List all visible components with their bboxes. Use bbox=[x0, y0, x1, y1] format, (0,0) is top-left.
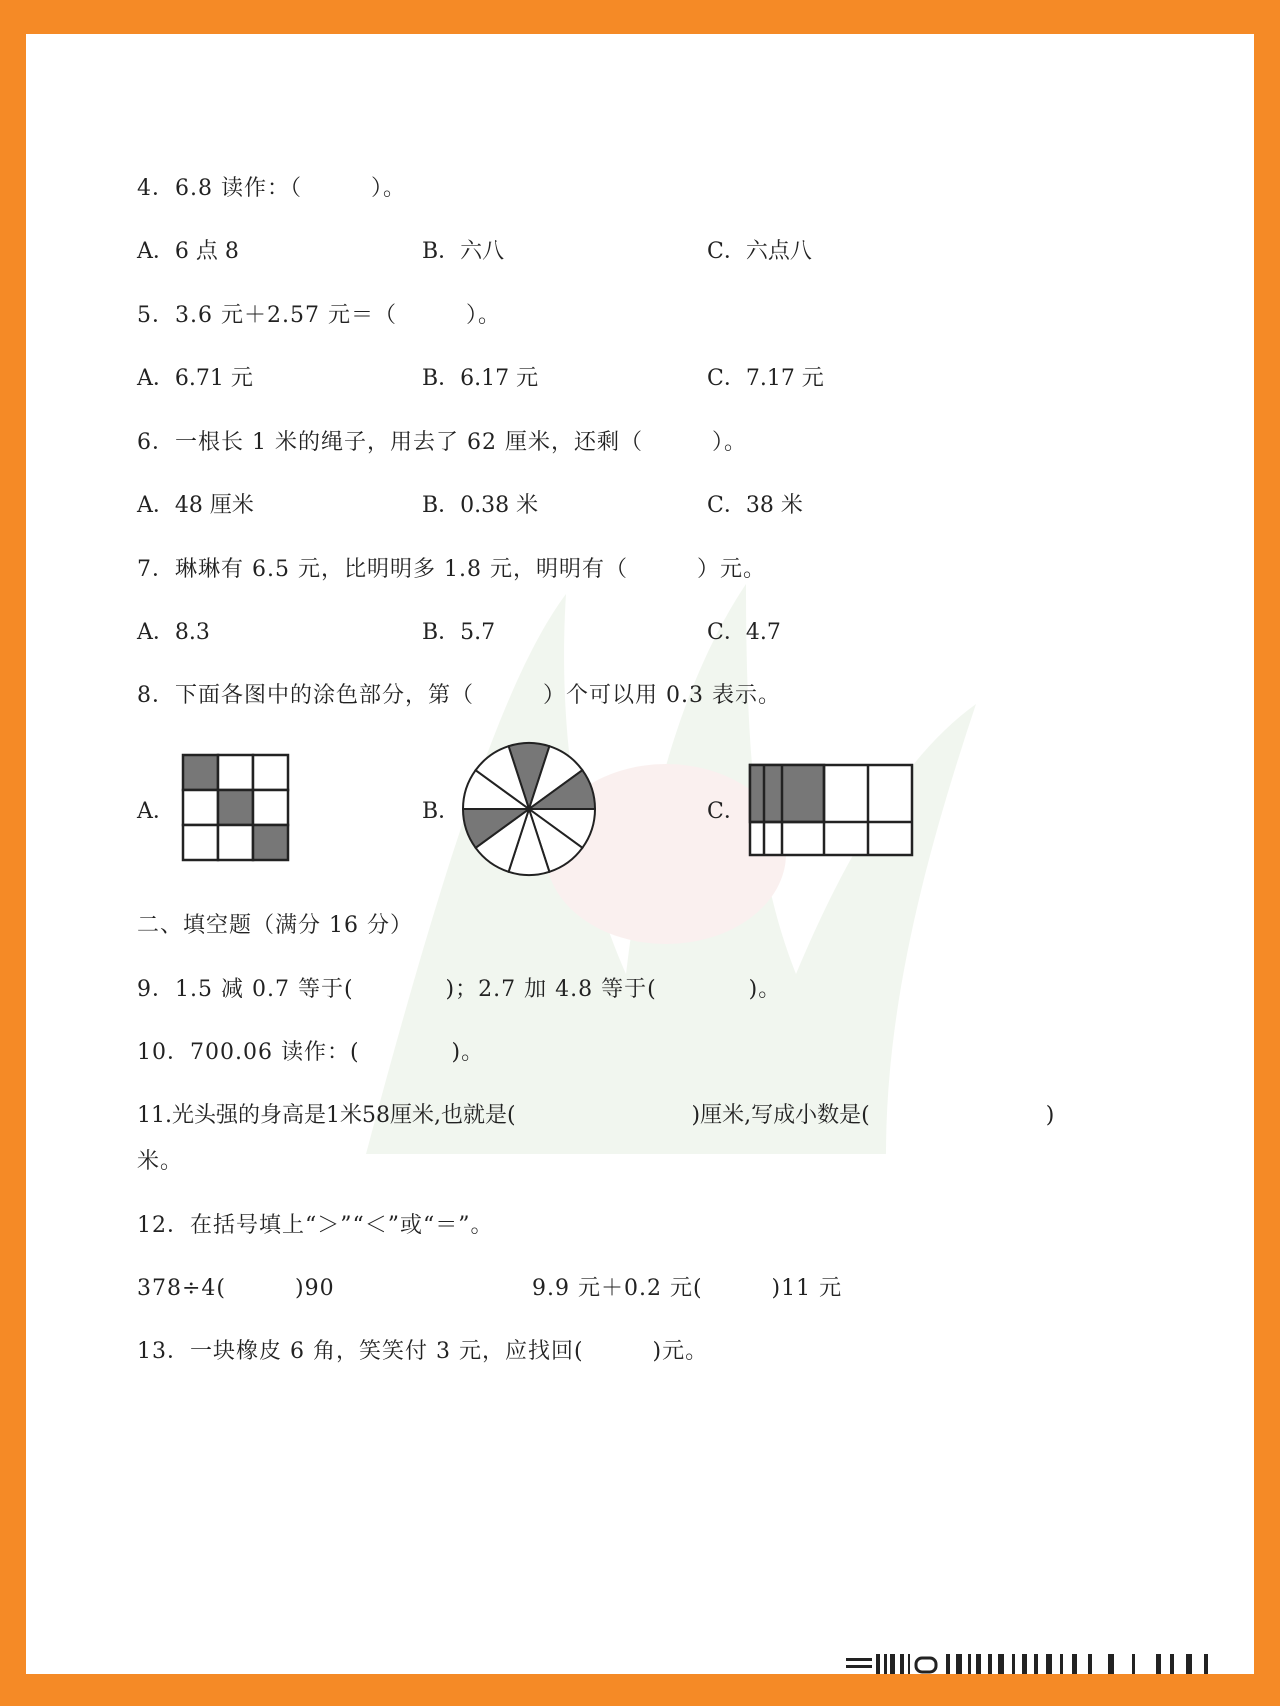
question-6: 6．一根长 1 米的绳子，用去了 62 厘米，还剩（ ）。 bbox=[137, 430, 747, 455]
grid-cell-3-2 bbox=[218, 825, 253, 860]
question-5: 5．3.6 元＋2.57 元＝（ ）。 bbox=[137, 303, 501, 328]
rect-shaded-part bbox=[750, 765, 824, 822]
question-11-line-1: 11.光头强的身高是1米58厘米,也就是( )厘米,写成小数是( ) bbox=[137, 1103, 1055, 1128]
grid-cell-1-1 bbox=[183, 755, 218, 790]
question-7: 7．琳琳有 6.5 元，比明明多 1.8 元，明明有（ ）元。 bbox=[137, 557, 766, 582]
q6-option-c[interactable]: C．38 米 bbox=[707, 493, 803, 518]
figure-a-label[interactable]: A． bbox=[137, 799, 175, 824]
grid-cell-3-1 bbox=[183, 825, 218, 860]
grid-cell-2-3 bbox=[253, 790, 288, 825]
figure-c-rectangle bbox=[748, 763, 914, 857]
worksheet-page bbox=[26, 34, 1254, 1674]
question-9: 9．1.5 减 0.7 等于( )；2.7 加 4.8 等于( )。 bbox=[137, 977, 782, 1002]
q5-option-b[interactable]: B．6.17 元 bbox=[422, 366, 539, 391]
q5-option-c[interactable]: C．7.17 元 bbox=[707, 366, 824, 391]
q4-option-b[interactable]: B．六八 bbox=[422, 239, 505, 264]
figure-a-grid bbox=[181, 753, 291, 863]
question-12: 12．在括号填上“＞”“＜”或“＝”。 bbox=[137, 1213, 494, 1238]
section-2-title: 二、填空题（满分 16 分） bbox=[137, 913, 413, 938]
q5-option-a[interactable]: A．6.71 元 bbox=[137, 366, 253, 391]
q6-option-b[interactable]: B．0.38 米 bbox=[422, 493, 539, 518]
q7-option-c[interactable]: C．4.7 bbox=[707, 620, 781, 645]
question-10: 10．700.06 读作：( )。 bbox=[137, 1040, 485, 1065]
question-13: 13．一块橡皮 6 角，笑笑付 3 元，应找回( )元。 bbox=[137, 1339, 709, 1364]
question-4: 4．6.8 读作：（ ）。 bbox=[137, 176, 406, 201]
grid-cell-2-2 bbox=[218, 790, 253, 825]
q6-option-a[interactable]: A．48 厘米 bbox=[137, 493, 254, 518]
question-12-part-a: 378÷4( )90 bbox=[137, 1276, 335, 1301]
grid-cell-1-3 bbox=[253, 755, 288, 790]
question-12-part-b: 9.9 元＋0.2 元( )11 元 bbox=[532, 1276, 843, 1301]
figure-b-circle bbox=[459, 739, 599, 879]
figure-c-label[interactable]: C． bbox=[707, 799, 746, 824]
figure-b-label[interactable]: B． bbox=[422, 799, 461, 824]
q4-option-a[interactable]: A．6 点 8 bbox=[137, 239, 239, 264]
question-11-line-2: 米。 bbox=[137, 1149, 184, 1174]
ladybug-watermark-icon bbox=[326, 554, 1006, 1174]
barcode-footer-icon bbox=[826, 1652, 1246, 1674]
grid-cell-3-3 bbox=[253, 825, 288, 860]
grid-cell-2-1 bbox=[183, 790, 218, 825]
question-8: 8．下面各图中的涂色部分，第（ ）个可以用 0.3 表示。 bbox=[137, 683, 781, 708]
q4-option-c[interactable]: C．六点八 bbox=[707, 239, 812, 264]
grid-cell-1-2 bbox=[218, 755, 253, 790]
q7-option-a[interactable]: A．8.3 bbox=[137, 620, 210, 645]
q7-option-b[interactable]: B．5.7 bbox=[422, 620, 496, 645]
